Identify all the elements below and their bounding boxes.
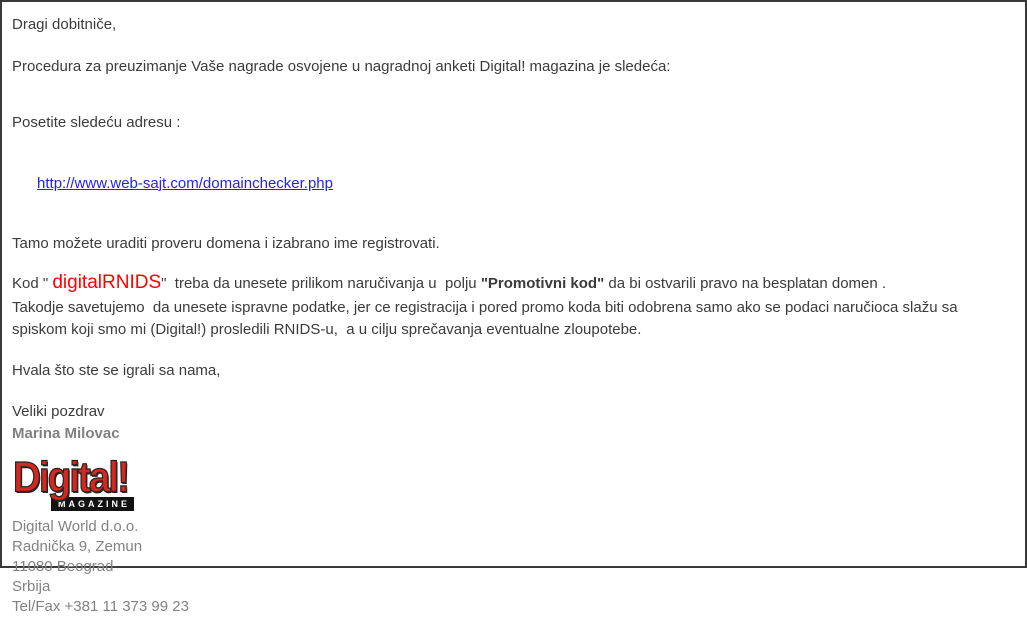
signature-company: Digital World d.o.o. (12, 517, 139, 535)
visit-prompt-text: Posetite sledeću adresu : (12, 114, 181, 131)
advice-text: Takodje savetujemo da unesete ispravne podatke, jer ce registracija i pored promo koda biti odobrena samo ako se podaci naručioca slažu sa spiskom koji smo mi (Digital!) prosledili RNIDS-u, a u cilju sprečavanja eventualne zloupotebe. (12, 298, 962, 338)
closing-block (12, 401, 1015, 445)
logo-title-text: Digital! (13, 454, 129, 502)
signature-country: Srbija (12, 577, 51, 595)
thanks-text: Hvala što ste se igrali sa nama, (12, 362, 221, 380)
check-info-text: Tamo možete uraditi proveru domena i izabrano ime registrovati. (12, 235, 440, 252)
promo-code-value: digitalRNIDS (52, 272, 162, 293)
email-body (12, 14, 1015, 617)
signature-block (12, 517, 1015, 617)
digital-magazine-logo (13, 454, 135, 511)
signature-street: Radnička 9, Zemun (12, 537, 143, 555)
signature-phone: Tel/Fax +381 11 373 99 23 (12, 597, 189, 615)
promo-code-paragraph (12, 269, 1015, 341)
promo-field-label: "Promotivni kod" (480, 275, 605, 292)
intro-text: Procedura za preuzimanje Vaše nagrade osvojene u nagradnoj anketi Digital! magazina je sledeća: (12, 58, 671, 75)
logo-subtitle-text: MAGAZINE (51, 497, 134, 511)
signature-city: 11080 Beograd (12, 557, 114, 575)
sender-name: Marina Milovac (12, 424, 120, 442)
promo-code-suffix: da bi ostvarili pravo na besplatan domen . (604, 275, 887, 292)
greeting-text: Dragi dobitniče, (12, 16, 117, 33)
promo-code-middle: " treba da unesete prilikom naručivanja u polju (161, 275, 481, 292)
domainchecker-link[interactable]: http://www.web-sajt.com/domainchecker.php (37, 175, 333, 192)
closing-text: Veliki pozdrav (12, 403, 105, 421)
promo-code-prefix: Kod " (12, 275, 53, 292)
